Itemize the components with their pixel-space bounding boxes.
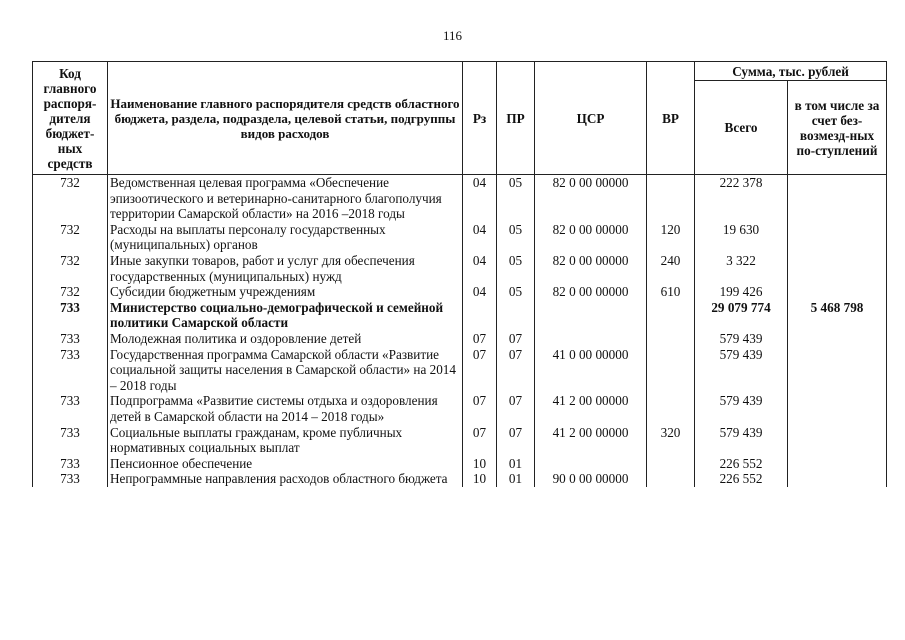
row-name: Государственная программа Самарской области «Развитие социальной защиты населения в Самарской области» на 2014 – 2018 годы — [108, 347, 463, 394]
row-vr — [647, 331, 695, 347]
header-sum: Сумма, тыс. рублей — [695, 62, 887, 81]
table-row — [33, 347, 887, 394]
row-rz: 07 — [463, 425, 497, 456]
row-vr — [647, 456, 695, 472]
row-free — [788, 425, 887, 456]
row-total: 3 322 — [695, 253, 788, 284]
page-number: 116 — [442, 28, 463, 43]
row-csr: 90 0 00 00000 — [535, 471, 647, 487]
table-row — [33, 393, 887, 424]
row-free — [788, 253, 887, 284]
header-free: в том числе за счет без-возмезд-ных по-ступлений — [788, 81, 887, 175]
header-rz: Рз — [463, 62, 497, 175]
row-rz: 10 — [463, 471, 497, 487]
table-row — [33, 284, 887, 300]
row-pr — [497, 300, 535, 331]
row-total: 222 378 — [695, 175, 788, 222]
row-rz — [463, 300, 497, 331]
row-csr: 82 0 00 00000 — [535, 222, 647, 253]
row-pr: 07 — [497, 393, 535, 424]
row-vr — [647, 393, 695, 424]
row-csr — [535, 456, 647, 472]
row-total: 226 552 — [695, 456, 788, 472]
row-total: 226 552 — [695, 471, 788, 487]
row-rz: 04 — [463, 284, 497, 300]
row-free — [788, 331, 887, 347]
row-pr: 07 — [497, 425, 535, 456]
row-vr — [647, 300, 695, 331]
row-rz: 04 — [463, 253, 497, 284]
row-vr: 610 — [647, 284, 695, 300]
row-total: 579 439 — [695, 347, 788, 394]
row-rz: 07 — [463, 331, 497, 347]
row-code: 733 — [33, 300, 108, 331]
row-csr: 41 2 00 00000 — [535, 425, 647, 456]
row-free — [788, 222, 887, 253]
table-row — [33, 331, 887, 347]
row-rz: 10 — [463, 456, 497, 472]
table-row — [33, 425, 887, 456]
row-vr: 120 — [647, 222, 695, 253]
row-free — [788, 284, 887, 300]
row-code: 732 — [33, 253, 108, 284]
row-csr — [535, 300, 647, 331]
row-name: Ведомственная целевая программа «Обеспечение эпизоотического и ветеринарно-санитарного благополучия территории Самарской области» на 2016 –2018 годы — [108, 175, 463, 222]
row-name: Молодежная политика и оздоровление детей — [108, 331, 463, 347]
row-csr: 82 0 00 00000 — [535, 253, 647, 284]
row-free — [788, 393, 887, 424]
table-body — [33, 175, 887, 487]
row-name: Субсидии бюджетным учреждениям — [108, 284, 463, 300]
row-code: 732 — [33, 175, 108, 222]
header-name: Наименование главного распорядителя средств областного бюджета, раздела, подраздела, целевой статьи, подгруппы видов расходов — [108, 62, 463, 175]
row-csr: 41 2 00 00000 — [535, 393, 647, 424]
row-code: 732 — [33, 284, 108, 300]
budget-table — [32, 61, 887, 487]
row-free — [788, 456, 887, 472]
row-name: Расходы на выплаты персоналу государственных (муниципальных) органов — [108, 222, 463, 253]
row-csr: 82 0 00 00000 — [535, 284, 647, 300]
row-rz: 04 — [463, 222, 497, 253]
row-free — [788, 175, 887, 222]
row-code: 733 — [33, 347, 108, 394]
row-code: 733 — [33, 393, 108, 424]
row-name: Министерство социально-демографической и семейной политики Самарской области — [108, 300, 463, 331]
header-total: Всего — [695, 81, 788, 175]
header-vr: ВР — [647, 62, 695, 175]
row-total: 579 439 — [695, 393, 788, 424]
row-csr: 82 0 00 00000 — [535, 175, 647, 222]
row-pr: 05 — [497, 175, 535, 222]
row-rz: 04 — [463, 175, 497, 222]
table-row — [33, 175, 887, 222]
row-vr: 240 — [647, 253, 695, 284]
row-vr — [647, 471, 695, 487]
row-name: Иные закупки товаров, работ и услуг для обеспечения государственных (муниципальных) нужд — [108, 253, 463, 284]
header-pr: ПР — [497, 62, 535, 175]
row-total: 29 079 774 — [695, 300, 788, 331]
row-code: 733 — [33, 425, 108, 456]
row-name: Подпрограмма «Развитие системы отдыха и оздоровления детей в Самарской области на 2014 – 2018 годы» — [108, 393, 463, 424]
table-row — [33, 253, 887, 284]
row-total: 19 630 — [695, 222, 788, 253]
table-row — [33, 456, 887, 472]
row-pr: 07 — [497, 347, 535, 394]
row-pr: 01 — [497, 471, 535, 487]
row-pr: 05 — [497, 253, 535, 284]
row-rz: 07 — [463, 347, 497, 394]
row-pr: 01 — [497, 456, 535, 472]
row-pr: 05 — [497, 222, 535, 253]
row-free: 5 468 798 — [788, 300, 887, 331]
row-pr: 05 — [497, 284, 535, 300]
row-vr — [647, 347, 695, 394]
row-vr: 320 — [647, 425, 695, 456]
row-code: 733 — [33, 331, 108, 347]
table-header — [33, 62, 887, 175]
header-code: Код главного распоря-дителя бюджет-ных средств — [33, 62, 108, 175]
row-code: 733 — [33, 471, 108, 487]
row-csr: 41 0 00 00000 — [535, 347, 647, 394]
row-rz: 07 — [463, 393, 497, 424]
header-csr: ЦСР — [535, 62, 647, 175]
row-free — [788, 347, 887, 394]
table-row — [33, 222, 887, 253]
row-csr — [535, 331, 647, 347]
row-total: 579 439 — [695, 331, 788, 347]
row-name: Пенсионное обеспечение — [108, 456, 463, 472]
row-pr: 07 — [497, 331, 535, 347]
row-vr — [647, 175, 695, 222]
row-free — [788, 471, 887, 487]
row-code: 733 — [33, 456, 108, 472]
row-name: Социальные выплаты гражданам, кроме публичных нормативных социальных выплат — [108, 425, 463, 456]
row-total: 579 439 — [695, 425, 788, 456]
table-row — [33, 471, 887, 487]
row-name: Непрограммные направления расходов областного бюджета — [108, 471, 463, 487]
table-row — [33, 300, 887, 331]
row-total: 199 426 — [695, 284, 788, 300]
row-code: 732 — [33, 222, 108, 253]
